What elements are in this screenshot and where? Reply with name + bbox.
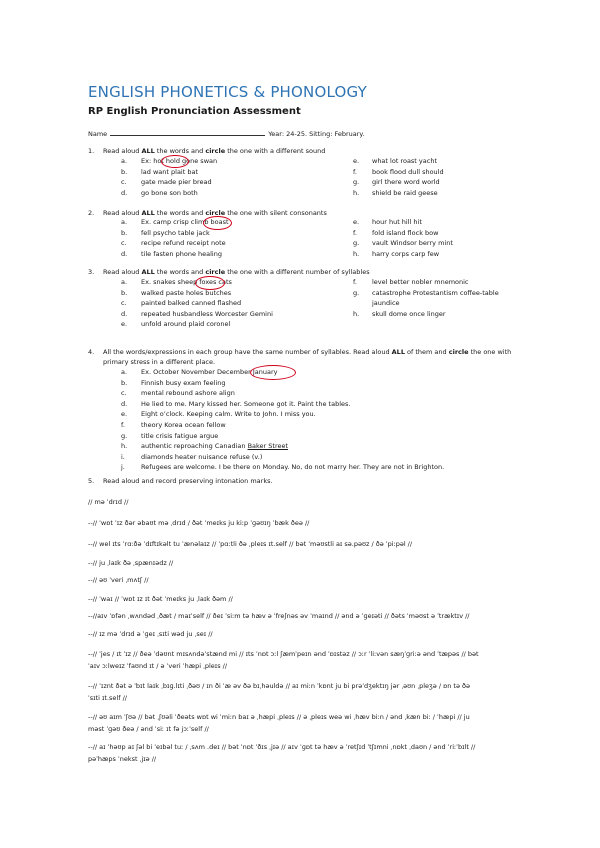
option-letter: i.	[121, 452, 125, 461]
option-text: jaundice	[372, 299, 400, 307]
option-text: book flood dull should	[372, 167, 444, 176]
question-instruction: Read aloud ALL the words and circle the one with a different sound	[103, 147, 326, 155]
question-number: 5.	[88, 477, 95, 485]
option-letter: d.	[121, 399, 128, 408]
option-letter: c.	[121, 239, 127, 247]
option-text: harry corps carp few	[372, 249, 440, 258]
question-instruction: Read aloud and record preserving intonation marks.	[103, 477, 273, 485]
question-number: 4.	[88, 348, 95, 356]
underlined-term: Baker Street	[247, 442, 289, 451]
ipa-transcription-line: --// ɪz mə ˈdrɪd ə ˈɡeɪ ˌsɪti wəd ju ˌseɪ //	[88, 630, 213, 638]
option-letter: f.	[353, 228, 357, 237]
option-letter: e.	[121, 410, 128, 419]
option-text: gate made pier bread	[141, 178, 212, 186]
option-text: level better nobler mnemonic	[372, 278, 469, 286]
ipa-transcription-line: ˈaɪv ɔːlweɪz ˈfaʊnd ɪt / ə ˈveri ˈhæpi ˌpleɪs //	[88, 662, 228, 670]
name-blank[interactable]	[110, 128, 265, 136]
option-letter: c.	[121, 178, 127, 186]
option-letter: f.	[353, 167, 357, 176]
option-letter: h.	[353, 309, 360, 318]
subtitle: RP English Pronunciation Assessment	[88, 106, 301, 117]
question-instruction: Read aloud ALL the words and circle the one with a different number of syllables	[103, 268, 370, 276]
ipa-transcription-line: --// wel ɪts ˈrɑːðə ˈdɪftɪkəlt tu ˈænəlaɪz // ˈpɑːtli ðə ˌpleɪs ɪt.self // bət ˈməʊstli aɪ sə.pəʊz / ðə ˈpiːpəl //	[88, 540, 413, 548]
option-letter: a.	[121, 218, 128, 226]
option-letter: f.	[353, 278, 357, 286]
year-sitting: Year: 24-25. Sitting: February.	[268, 130, 365, 138]
option-letter: a.	[121, 157, 128, 165]
ipa-transcription-line: məst ˈɡəʊ ðeə / ənd ˈsiː ɪt fə jɔːˈself //	[88, 725, 209, 733]
option-text: catastrophe Protestantism coffee-table	[372, 288, 499, 297]
option-letter: e.	[353, 218, 360, 226]
ipa-transcription-line: --// aɪ ˈhəʊp aɪ ʃəl bi ˈeɪbəl tuː / ˌsʌm .deɪ // bət ˈnɒt ˈðɪs ˌjɪə // aɪv ˈɡɒt tə hæv ə ˈretʃɪd ˈtʃɪmni ˌnɒkt ˌdaʊn / ənd ˈriːˈbɪlt //	[88, 743, 476, 751]
option-letter: g.	[121, 431, 128, 440]
option-text: Finnish busy exam feeling	[141, 378, 226, 387]
option-letter: b.	[121, 167, 128, 176]
option-text: recipe refund receipt note	[141, 239, 226, 247]
question-instruction: Read aloud ALL the words and circle the one with silent consonants	[103, 209, 327, 217]
option-text: diamonds heater nuisance refuse (v.)	[141, 452, 263, 461]
question-number: 2.	[88, 209, 95, 217]
ipa-transcription-line: --// ˈwɒt ˈɪz ðər əbaʊt mə ˌdrɪd / ðət ˈmeɪks ju kiːp ˈɡəʊɪŋ ˈbæk ðeə //	[88, 519, 310, 527]
ipa-transcription-line: --// ˈɪznt ðət ə ˈbɪt laɪk ˌbɪɡ.lɪti ˌðəʊ / ɪn ði ˈæ əv ðə bɪˌhəuldə // aɪ miːn ˈkɒnt ju bi prəˈdʒektɪŋ jər ˌəʊn ˌpleʒə / ɒn tə ðə	[88, 682, 471, 690]
option-text: repeated husbandless Worcester Gemini	[141, 309, 273, 318]
option-text: shield be raid geese	[372, 188, 438, 197]
option-letter: b.	[121, 288, 128, 297]
answer-circle-q3	[195, 276, 225, 290]
option-letter: c.	[121, 299, 127, 307]
option-text: fell psycho table jack	[141, 228, 210, 237]
option-text: Ex. October November December January	[141, 368, 278, 376]
option-text: hour hut hill hit	[372, 218, 422, 226]
ipa-transcription-line: --// əʊ aɪm ˈʃʊə // bət ˌʃʊəli ˈðeəts wɒt wi ˈmiːn baɪ ə ˌhæpi ˌpleɪs // ə ˌpleɪs weə wi ˌhæv biːn / ənd ˌkæn biː / ˈhæpi // ju	[88, 713, 470, 721]
option-text: mental rebound ashore align	[141, 389, 235, 398]
option-text: go bone son both	[141, 188, 198, 197]
option-letter: g.	[353, 239, 360, 247]
answer-circle-q2	[203, 216, 232, 230]
option-text: fold island flock bow	[372, 228, 439, 237]
ipa-transcription-line: ˈsɪti ɪt.self //	[88, 694, 127, 702]
option-letter: h.	[353, 249, 360, 258]
answer-circle-q1	[161, 155, 189, 168]
option-letter: f.	[121, 421, 125, 429]
option-letter: c.	[121, 389, 127, 398]
option-text: walked paste holes butches	[141, 288, 232, 297]
question-number: 1.	[88, 147, 95, 155]
option-letter: e.	[353, 157, 360, 165]
ipa-transcription-line: --//aɪv ˈɒfən ˌwʌndəd ˌðæt / maɪˈself // ðeɪ ˈsiːm tə hæv ə ˈfreʃnəs əv ˈmaɪnd // ənd ə ˈɡeɪəti // ðəts ˈməʊst ə ˈtræktɪv //	[88, 612, 470, 620]
option-letter: g.	[353, 178, 360, 186]
option-text: lad want plait bat	[141, 167, 199, 176]
option-text: He lied to me. Mary kissed her. Someone got it. Paint the tables.	[141, 399, 351, 408]
option-letter: j.	[121, 463, 125, 472]
option-letter: d.	[121, 249, 128, 258]
option-text: Ex. camp crisp climb boast	[141, 218, 229, 226]
option-letter: b.	[121, 228, 128, 237]
option-letter: a.	[121, 278, 128, 286]
option-text: Ex. snakes sheep foxes cats	[141, 278, 232, 286]
page-title: ENGLISH PHONETICS & PHONOLOGY	[88, 83, 367, 101]
option-letter: g.	[353, 288, 360, 297]
ipa-transcription-line: --// ˈwaɪ // ˈwɒt ɪz ɪt ðət ˈmeɪks ju ˌlaɪk ðəm //	[88, 595, 233, 603]
question-instruction: All the words/expressions in each group have the same number of syllables. Read aloud ALL of them and circle the one with	[103, 348, 512, 356]
ipa-transcription-line: --// ju ˌlaɪk ðə ˌspænɪədz //	[88, 559, 174, 567]
option-text: Ex: hot hold gone swan	[141, 157, 218, 165]
option-text: what lot roast yacht	[372, 157, 437, 165]
option-text: theory Korea ocean fellow	[141, 421, 226, 429]
option-text: skull dome once linger	[372, 309, 446, 318]
option-letter: e.	[121, 320, 128, 328]
option-letter: h.	[121, 442, 128, 451]
name-year-line	[88, 128, 364, 138]
option-text: girl there word world	[372, 178, 440, 186]
option-text: Eight o’clock. Keeping calm. Write to John. I miss you.	[141, 410, 316, 419]
option-text: tile fasten phone healing	[141, 249, 222, 258]
option-letter: b.	[121, 378, 128, 387]
answer-circle-q4	[250, 365, 296, 380]
option-text: Refugees are welcome. I be there on Monday. No, do not marry her. They are not in Brighton.	[141, 463, 445, 472]
option-letter: d.	[121, 309, 128, 318]
name-label: Name	[88, 130, 108, 138]
option-letter: d.	[121, 188, 128, 197]
option-text: authentic reproaching Canadian Baker Street	[141, 442, 289, 451]
option-letter: a.	[121, 368, 128, 376]
ipa-transcription-line: // mə ˈdrɪd //	[88, 498, 129, 506]
ipa-transcription-line: pəˈhæps ˈnekst ˌjɪə //	[88, 755, 157, 763]
ipa-transcription-line: --// ˈjes / ɪt ˈɪz // ðeə ˈdəʊnt mɪsʌndəˈstænd mi // ɪts ˈnɒt ɔːl ʃæmˈpeɪn ənd ˈɒɪstəz // ɔːr ˈliːvən sæŋˈɡriːə ənd ˈtæpəs // bət	[88, 650, 479, 658]
option-text: title crisis fatigue argue	[141, 431, 219, 440]
question-number: 3.	[88, 268, 95, 276]
option-letter: h.	[353, 188, 360, 197]
ipa-transcription-line: --// əʊ ˈveri ˌmʌtʃ //	[88, 576, 149, 584]
option-text: unfold around plaid coronel	[141, 320, 231, 328]
option-text: vault Windsor berry mint	[372, 239, 453, 247]
option-text: painted balked canned flashed	[141, 299, 242, 307]
